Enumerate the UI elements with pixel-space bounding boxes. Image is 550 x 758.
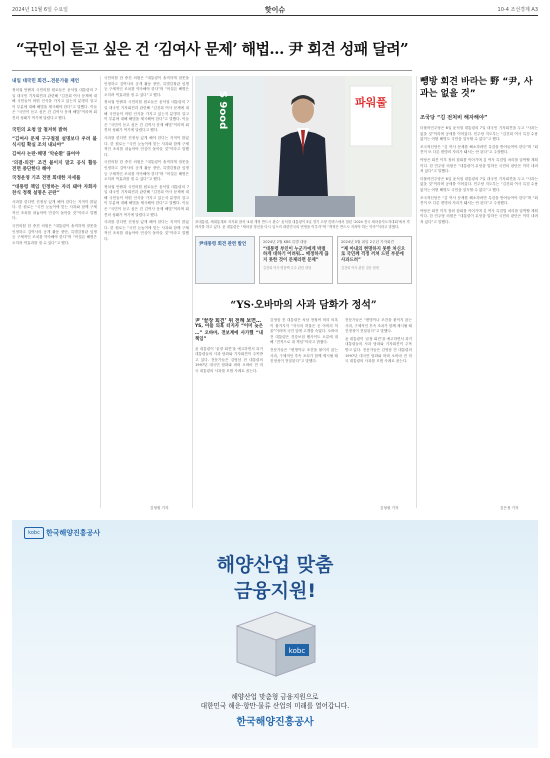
q3-title: 국정운영 기조 전면 회대한 자세를 [12, 175, 81, 181]
q1-title: 국민의 요청 앞 철저히 밝혀 [12, 127, 68, 133]
center-para2: 김영삼 전 대통령은 차남 현철씨 비리 의혹이 불거지자 “자식의 허물은 곧 아비의 허물”이라며 국민 앞에 고개를 숙였다. 오바마 전 대통령은 건강보험 웹사이트 오류에 대해 “전적으로 내 책임”이라고 밝혔다. [270, 318, 338, 345]
page-number: 10-4 조선경제 A3 [497, 7, 538, 13]
left-para3: 국민의힘 한 중진 의원은 “대통령이 솔직하게 잘못을 인정하고 김여사의 공개 활동 중단, 특별감찰관 임명 등 구체적인 조치를 약속해야 한다”며 “어설픈 해명은 오히려 역효과를 낼 수 있다”고 했다. [12, 223, 97, 245]
right-para1: 더불어민주당은 6일 윤석열 대통령의 7일 대국민 기자회견을 두고 “사과는 없을 것”이라며 공세를 이어갔다. 민주당 지도부는 “김건희 여사 특검 수용 없이는 어떤 해명도 국민을 설득할 수 없다”고 했다. [420, 126, 538, 142]
ad-organization: 한국해양진흥공사 [236, 717, 314, 728]
center-para3: 전문가들은 “변명이나 조건을 붙이지 않는 사과, 구체적인 후속 조치가 함께 제시될 때 진정성이 전달된다”고 말했다. [270, 347, 338, 364]
left-article-col1 [12, 76, 97, 510]
right-para2: 조국혁신당은 “김 여사 문제를 해소하려면 특검을 받아들여야 한다”며 “회견이 또 다른 변명의 자리가 돼서는 안 된다”고 주장했다. [420, 144, 538, 155]
center-article-col3 [345, 318, 412, 506]
right-headline: 뺑방 회견 바라는 野 “尹, 사과는 없을 것” [420, 77, 533, 99]
container-cube-icon [235, 610, 317, 678]
right-para2-cont: 조국혁신당은 “김 여사 문제를 해소하려면 특검을 받아들여야 한다”며 “회견이 또 다른 변명의 자리가 돼서는 안 된다”고 주장했다. [420, 195, 538, 206]
left-para1-repeat: 정치권 안팎과 국민의힘 원로들은 윤석열 대통령의 7일 대국민 기자회견과 관련해 “김건희 여사 문제에 대해 국민들이 어떤 인식을 가지고 있는지 분명히 알고 이 부분에 대해 해법을 제시해야 한다”고 말했다. 이들은 “국민이 듣고 싶은 건 김여사 문제 해법”이라며 회견의 성패가 여기에 달렸다고 했다. [104, 100, 189, 133]
quote-box-source: 김건희 여사 명품백 수수 관련 대담 [263, 265, 312, 270]
left-article-col2 [104, 76, 189, 504]
left-para2-repeat: 사과를 한다면 진정성 있게 해야 한다는 지적이 많았다. 한 원로는 “국민 눈높이에 맞는 사과와 함께 구체적인 조치를 내놓아야 민심이 돌아올 것”이라고 말했다. [104, 135, 189, 157]
center-article-col2 [270, 318, 338, 506]
right-para1-cont: 더불어민주당은 6일 윤석열 대통령의 7일 대국민 기자회견을 두고 “사과는 없을 것”이라며 공세를 이어갔다. 민주당 지도부는 “김건희 여사 특검 수용 없이는 어떤 해명도 국민을 설득할 수 없다”고 했다. [420, 176, 538, 192]
center-para1: 윤 대통령이 ‘끝장 회견’을 예고하면서 과거 대통령들의 사과 담화와 기자회견이 주목받고 있다. 전문가들은 김영삼 전 대통령의 1997년 대국민 담화와 버락 오바마 전 미국 대통령의 사과를 모범 사례로 꼽는다. [195, 346, 263, 373]
quote-box [337, 236, 412, 284]
news-photo [195, 76, 412, 217]
ad-body-line2: 대한민국 해운·항만·물류 산업의 미래를 열어갑니다. [200, 702, 350, 710]
kobc-logo: kobc [24, 527, 44, 539]
quote-box-header [195, 236, 255, 284]
president-speech-image [195, 76, 412, 217]
center-para3-cont: 전문가들은 “변명이나 조건을 붙이지 않는 사과, 구체적인 후속 조치가 함께 제시될 때 진정성이 전달된다”고 말했다. [345, 318, 412, 334]
left-para2-repeat2: 사과를 한다면 진정성 있게 해야 한다는 지적이 많았다. 한 원로는 “국민 눈높이에 맞는 사과와 함께 구체적인 조치를 내놓아야 민심이 돌아올 것”이라고 말했다. [104, 220, 189, 242]
ad-title-line2: 금융지원! [233, 580, 317, 602]
left-para3-repeat2: 국민의힘 한 중진 의원은 “대통령이 솔직하게 잘못을 인정하고 김여사의 공개 활동 중단, 특별감찰관 임명 등 구체적인 조치를 약속해야 한다”며 “어설픈 해명은 오히려 역효과를 낼 수 있다”고 했다. [104, 160, 189, 182]
right-byline: 김은정 기자 [500, 506, 519, 510]
q1-body: “김여사 문제 구구절절 설명보다 우려 불식시킬 확실 조치 내놔야” [12, 136, 97, 148]
header-rule [12, 15, 538, 16]
headline-rule [12, 70, 412, 71]
left-para2: 사과를 한다면 진정성 있게 해야 한다는 지적이 많았다. 한 원로는 “국민 눈높이에 맞는 사과와 함께 구체적인 조치를 내놓아야 민심이 돌아올 것”이라고 말했다. [12, 199, 97, 221]
q3-body: “대통령 책임 인정하는 자리 돼야 자화자찬식 정책 설명은 곤란” [12, 184, 97, 196]
quote-boxes [195, 236, 412, 284]
section-name: 핫이슈 [264, 6, 286, 14]
advertisement[interactable] [12, 520, 538, 748]
left-para1: 정치권 안팎과 국민의힘 원로들은 윤석열 대통령의 7일 대국민 기자회견과 관련해 “김건희 여사 문제에 대해 국민들이 어떤 인식을 가지고 있는지 분명히 알고 이 부분에 대해 해법을 제시해야 한다”고 말했다. 이들은 “국민이 듣고 싶은 건 김여사 문제 해법”이라며 회견의 성패가 여기에 달렸다고 했다. [12, 88, 97, 120]
photo-sign-left: S 9ood [217, 90, 228, 130]
right-article [420, 126, 538, 504]
ad-body-line1: 해양산업 맞춤형 금융지원으로 [231, 693, 319, 701]
center-colsub: YS, 아들 의혹 터지자 “이미 늦은 …” 오바마, 전보계에 사가했 “내 책임” [195, 324, 263, 343]
quote-box-title: 尹대통령 회견 관련 발언 [199, 242, 247, 247]
left-subhead: 내일 대국민 회견…전문가들 제언 [12, 79, 80, 84]
quote-box-source: 김건희 여사 관련 질문 답변 [341, 265, 379, 270]
center-byline: 김형원 기자 [380, 506, 399, 510]
main-headline: “국민이 듣고 싶은 건 ‘김여사 문제’ 해법… 尹 회견 성패 달려” [15, 40, 408, 58]
quote-box [259, 236, 333, 284]
column-divider [192, 76, 193, 508]
left-byline: 김형원 기자 [150, 506, 169, 510]
right-para3: 야당은 회견 이후 장외 집회를 이어가며 김 여사 특검법 처리를 압박할 계획이다. 한 민주당 의원은 “대통령이 무엇을 말하든 국민의 판단은 이미 내려져 있다”고 말했다. [420, 157, 538, 174]
photo-caption: 尹대통령, 세대통계표 지지회 참석 ‘4대 개혁 반드시 완수’ 윤석열 대통령이 5일 경기 고양 킨텍스에서 열린 ‘2024 전국 새마을지도자대회’에서 격려사를 하고 있다. 윤 대통령은 “새마을 정신을 다시 일으켜 대한민국의 번영을 이루자”며 “개혁은 반드시 지켜야 하는 약속”이라고 말했다. [195, 220, 410, 229]
quote-box-tag: 2024년 2월 KBS 특별 대담 [263, 240, 307, 244]
center-article-col1 [195, 318, 263, 506]
left-para1-repeat2: 정치권 안팎과 국민의힘 원로들은 윤석열 대통령의 7일 대국민 기자회견과 관련해 “김건희 여사 문제에 대해 국민들이 어떤 인식을 가지고 있는지 분명히 알고 이 부분에 대해 해법을 제시해야 한다”고 말했다. 이들은 “국민이 듣고 싶은 건 김여사 문제 해법”이라며 회견의 성패가 여기에 달렸다고 했다. [104, 184, 189, 217]
cube-label: kobc [288, 647, 306, 655]
ad-title-line1: 해양산업 맞춤 [216, 554, 334, 576]
photo-sign-right: 파워풀 [355, 96, 387, 109]
q2-title: 김여사 논란·해명 ‘악순환’ 끊어야 [12, 151, 80, 157]
column-divider [100, 76, 101, 508]
q2-body: ‘의결·의견’ 조건 붙이지 말고 공식 활동 전면 중단한다 해야 [12, 160, 97, 172]
center-para1-cont: 윤 대통령이 ‘끝장 회견’을 예고하면서 과거 대통령들의 사과 담화와 기자회견이 주목받고 있다. 전문가들은 김영삼 전 대통령의 1997년 대국민 담화와 버락 오바마 전 미국 대통령의 사과를 모범 사례로 꼽는다. [345, 336, 412, 364]
center-subhead: 尹 ‘끝장 회견’ 위 전례 보면… [195, 318, 261, 324]
quote-box-quote: “대통령 부인이 누군가에게 박절하게 대하기 어려워… 매정하게 끊지 못한 것이 문제라면 문제” [263, 246, 329, 264]
secondary-headline: “YS·오바마의 사과 담화가 정석” [230, 300, 377, 311]
right-para3-cont: 야당은 회견 이후 장외 집회를 이어가며 김 여사 특검법 처리를 압박할 계획이다. 한 민주당 의원은 “대통령이 무엇을 말하든 국민의 판단은 이미 내려져 있다”고 말했다. [420, 208, 538, 224]
ad-brand: 한국해양진흥공사 [46, 529, 101, 537]
left-para3-repeat: 국민의힘 한 중진 의원은 “대통령이 솔직하게 잘못을 인정하고 김여사의 공개 활동 중단, 특별감찰관 임명 등 구체적인 조치를 약속해야 한다”며 “어설픈 해명은 오히려 역효과를 낼 수 있다”고 했다. [104, 76, 189, 97]
issue-date: 2024년 11월 6일 수요일 [12, 7, 69, 13]
page-header [12, 4, 538, 14]
quote-box-quote: “제 아내의 현명하지 못한 처신으로 국민께 걱정 끼쳐 드린 부분에 사과드려” [341, 246, 406, 264]
right-subhead: 조국당 “김 전처비 해자해야” [420, 115, 488, 121]
column-divider [416, 76, 417, 508]
quote-box-tag: 2024년 5월 취임 2주년 기자회견 [341, 240, 395, 244]
